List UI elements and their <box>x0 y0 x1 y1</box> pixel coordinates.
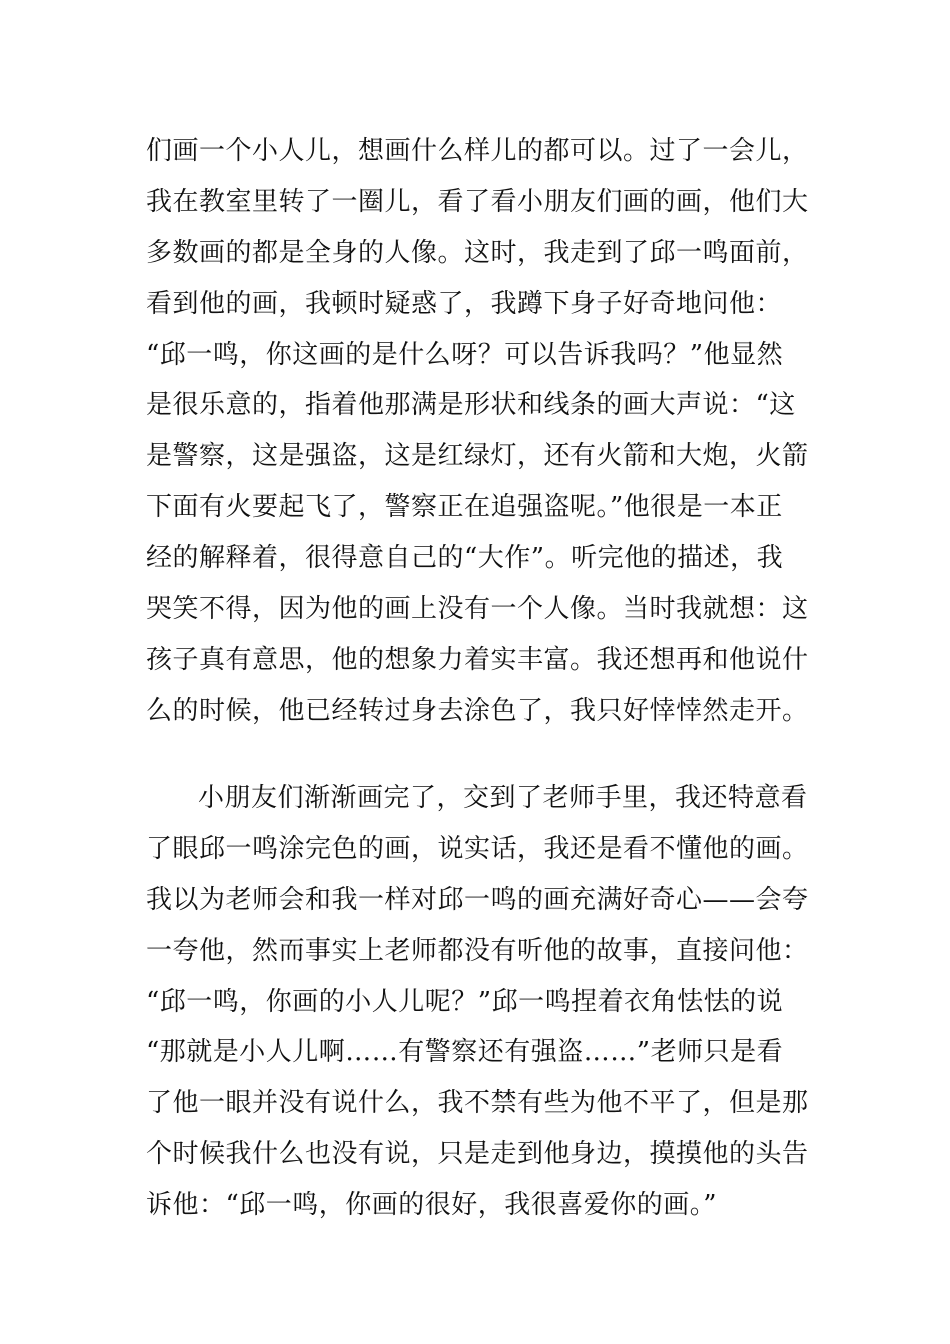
text-line: 看到他的画，我顿时疑惑了，我蹲下身子好奇地问他： <box>146 288 783 319</box>
text-line: 诉他：“邱一鸣，你画的很好，我很喜爱你的画。” <box>146 1190 718 1221</box>
text-line: 多数画的都是全身的人像。这时，我走到了邱一鸣面前， <box>146 237 809 268</box>
text-line: 孩子真有意思，他的想象力着实丰富。我还想再和他说什 <box>146 644 809 675</box>
text-line: 了他一眼并没有说什么，我不禁有些为他不平了，但是那 <box>146 1088 809 1119</box>
text-line-first: 小朋友们渐渐画完了，交到了老师手里，我还特意看 <box>198 783 808 813</box>
text-line: 我以为老师会和我一样对邱一鸣的画充满好奇心——会夸 <box>146 884 809 915</box>
paragraph-1 <box>146 126 826 737</box>
text-line: “邱一鸣，你画的小人儿呢？”邱一鸣捏着衣角怯怯的说 <box>146 986 784 1017</box>
text-line: 哭笑不得，因为他的画上没有一个人像。当时我就想：这 <box>146 594 809 625</box>
text-line: “邱一鸣，你这画的是什么呀？可以告诉我吗？”他显然 <box>146 339 784 370</box>
text-line: 一夸他，然而事实上老师都没有听他的故事，直接问他： <box>146 935 809 966</box>
text-line: 个时候我什么也没有说，只是走到他身边，摸摸他的头告 <box>146 1139 809 1170</box>
text-line: 经的解释着，很得意自己的“大作”。听完他的描述，我 <box>146 543 784 574</box>
text-line: 了眼邱一鸣涂完色的画，说实话，我还是看不懂他的画。 <box>146 833 809 864</box>
text-line: 们画一个小人儿，想画什么样儿的都可以。过了一会儿， <box>146 136 809 166</box>
paragraph-2 <box>146 773 826 1231</box>
text-line: 下面有火要起飞了，警察正在追强盗呢。”他很是一本正 <box>146 492 783 523</box>
text-line: “那就是小人儿啊……有警察还有强盗……”老师只是看 <box>146 1037 784 1068</box>
text-line: 我在教室里转了一圈儿，看了看小朋友们画的画，他们大 <box>146 186 809 217</box>
text-line: 是很乐意的，指着他那满是形状和线条的画大声说：“这 <box>146 390 796 421</box>
text-line: 是警察，这是强盗，这是红绿灯，还有火箭和大炮，火箭 <box>146 441 809 472</box>
text-line: 么的时候，他已经转过身去涂色了，我只好悻悻然走开。 <box>146 695 809 726</box>
